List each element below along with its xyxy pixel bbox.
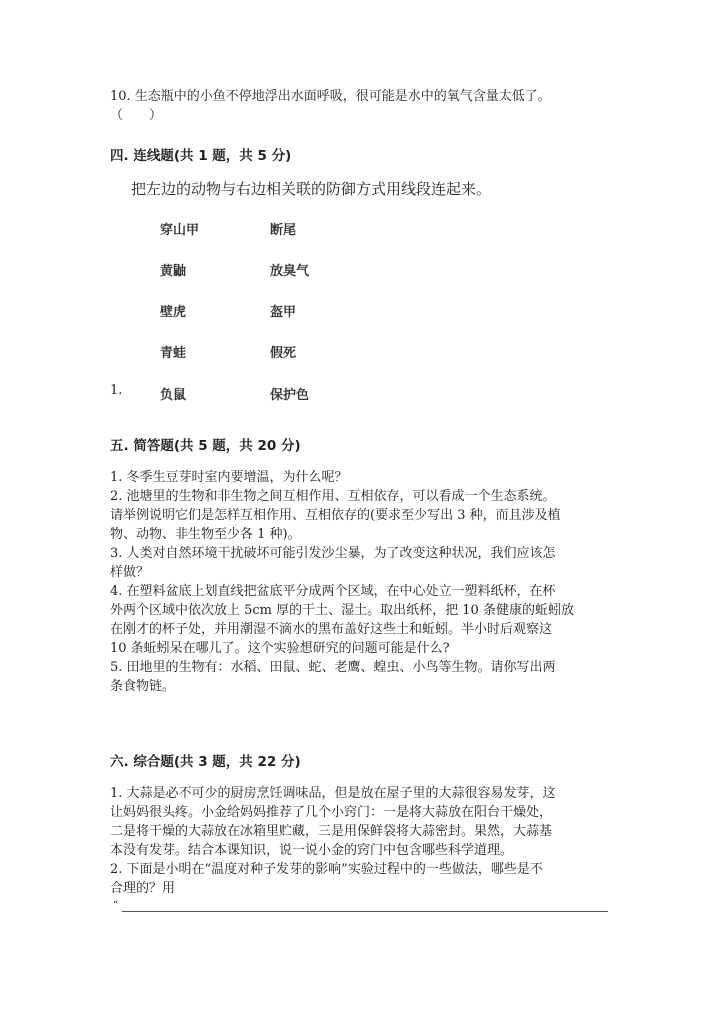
right-item: 断尾: [270, 223, 297, 238]
text-line: 请举例说明它们是怎样互相作用、互相依存的(要求至少写出 3 种，而且涉及植: [110, 508, 561, 523]
text-line: 外两个区域中依次放上 5cm 厚的干土、湿土。取出纸杯，把 10 条健康的蚯蚓放: [110, 603, 574, 618]
text-line: 让妈妈很头疼。小金给妈妈推荐了几个小窍门：一是将大蒜放在阳台干燥处，: [110, 805, 553, 820]
section-6-title: 六. 综合题(共 3 题，共 22 分): [110, 754, 301, 770]
right-item: 保护色: [270, 388, 310, 403]
text-line: 2. 池塘里的生物和非生物之间互相作用、互相依存，可以看成一个生态系统。: [110, 489, 556, 504]
left-item: 壁虎: [160, 305, 187, 320]
text-line: 10 条蚯蚓呆在哪儿了。这个实验想研究的问题可能是什么?: [110, 641, 450, 656]
left-item: 黄鼬: [160, 264, 187, 279]
section-4-title: 四. 连线题(共 1 题，共 5 分): [110, 148, 292, 164]
divider-line: [122, 911, 608, 912]
text-line: 2. 下面是小明在“温度对种子发芽的影响”实验过程中的一些做法，哪些是不: [110, 862, 543, 877]
answer-parentheses: （ ）: [110, 108, 163, 123]
text-line: 1. 大蒜是必不可少的厨房烹饪调味品，但是放在屋子里的大蒜很容易发芽，这: [110, 786, 556, 801]
text-line: 在刚才的杯子处，并用潮湿不滴水的黑布盖好这些土和蚯蚓。半小时后观察这: [110, 622, 553, 637]
quote-mark: “: [113, 900, 119, 911]
text-line: 合理的？用: [110, 881, 176, 896]
text-line: 5. 田地里的生物有：水稻、田鼠、蛇、老鹰、蝗虫、小鸟等生物。请你写出两: [110, 660, 556, 675]
text-line: 1. 冬季生豆芽时室内要增温，为什么呢？: [110, 470, 348, 485]
text-line: 条食物链。: [110, 679, 176, 694]
text-line: 本没有发芽。结合本课知识，说一说小金的窍门中包含哪些科学道理。: [110, 843, 514, 858]
left-item: 穿山甲: [160, 223, 200, 238]
section-5-title: 五. 简答题(共 5 题，共 20 分): [110, 438, 301, 454]
left-item: 青蛙: [160, 346, 187, 361]
text-line: 二是将干燥的大蒜放在冰箱里贮藏，三是用保鲜袋将大蒜密封。果然，大蒜基: [110, 824, 553, 839]
text-line: 物、动物、非生物至少各 1 种)。: [110, 527, 301, 542]
text-line: 4. 在塑料盆底上划直线把盆底平分成两个区域，在中心处立一塑料纸杯，在杯: [110, 584, 556, 599]
right-item: 放臭气: [270, 264, 310, 279]
right-item: 假死: [270, 346, 297, 361]
text-line: 样做？: [110, 565, 150, 580]
right-item: 盔甲: [270, 305, 297, 320]
text-line: 3. 人类对自然环境干扰破坏可能引发沙尘暴，为了改变这种状况，我们应该怎: [110, 546, 556, 561]
question-number: 1.: [110, 383, 123, 398]
question-10: 10. 生态瓶中的小鱼不停地浮出水面呼吸，很可能是水中的氧气含量太低了。: [110, 89, 551, 104]
left-item: 负鼠: [160, 388, 187, 403]
matching-instruction: 把左边的动物与右边相关联的防御方式用线段连起来。: [131, 180, 492, 198]
